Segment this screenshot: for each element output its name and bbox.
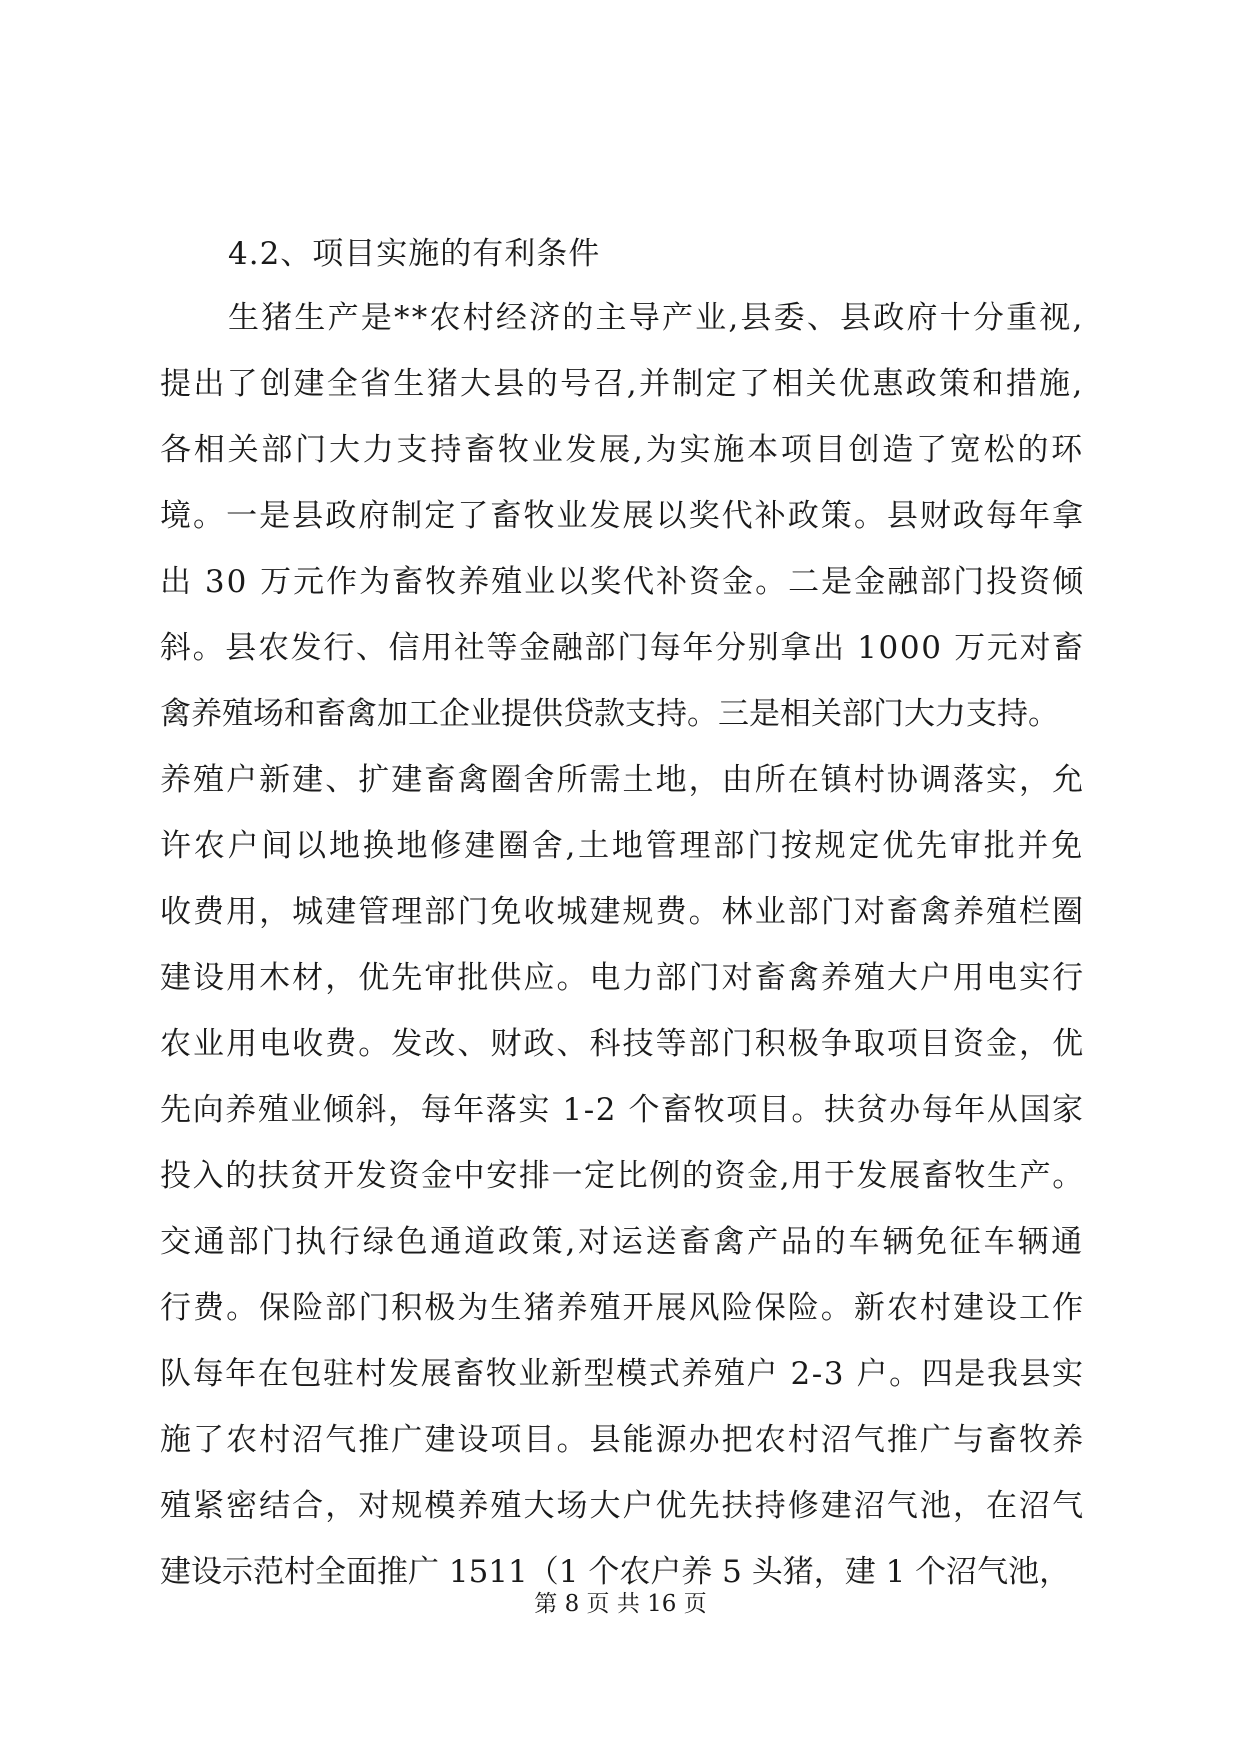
paragraph-line: 殖紧密结合，对规模养殖大场大户优先扶持修建沼气池，在沼气: [160, 1488, 1086, 1524]
paragraph-line: 养殖户新建、扩建畜禽圈舍所需土地，由所在镇村协调落实，允: [160, 762, 1086, 798]
paragraph-line: 建设示范村全面推广 1511（1 个农户养 5 头猪，建 1 个沼气池，: [160, 1554, 1071, 1590]
paragraph-line: 斜。县农发行、信用社等金融部门每年分别拿出 1000 万元对畜: [160, 630, 1085, 666]
paragraph-line: 收费用，城建管理部门免收城建规费。林业部门对畜禽养殖栏圈: [160, 894, 1086, 930]
paragraph-line: 先向养殖业倾斜，每年落实 1-2 个畜牧项目。扶贫办每年从国家: [160, 1092, 1085, 1128]
paragraph-line: 队每年在包驻村发展畜牧业新型模式养殖户 2-3 户。四是我县实: [160, 1356, 1085, 1392]
section-heading: 4.2、项目实施的有利条件: [228, 236, 601, 272]
paragraph-line: 境。一是县政府制定了畜牧业发展以奖代补政策。县财政每年拿: [160, 498, 1086, 534]
paragraph-line: 施了农村沼气推广建设项目。县能源办把农村沼气推广与畜牧养: [160, 1422, 1086, 1458]
paragraph-line: 许农户间以地换地修建圈舍,土地管理部门按规定优先审批并免: [160, 828, 1085, 864]
paragraph-line: 各相关部门大力支持畜牧业发展,为实施本项目创造了宽松的环: [160, 432, 1085, 468]
paragraph-line: 出 30 万元作为畜牧养殖业以奖代补资金。二是金融部门投资倾: [160, 564, 1086, 600]
paragraph-line: 交通部门执行绿色通道政策,对运送畜禽产品的车辆免征车辆通: [160, 1224, 1085, 1260]
paragraph-line: 行费。保险部门积极为生猪养殖开展风险保险。新农村建设工作: [160, 1290, 1086, 1326]
paragraph-line: 提出了创建全省生猪大县的号召,并制定了相关优惠政策和措施,: [160, 366, 1085, 402]
paragraph-line: 生猪生产是**农村经济的主导产业,县委、县政府十分重视,: [228, 300, 1085, 336]
paragraph-line: 投入的扶贫开发资金中安排一定比例的资金,用于发展畜牧生产。: [160, 1158, 1085, 1194]
paragraph-line: 农业用电收费。发改、财政、科技等部门积极争取项目资金，优: [160, 1026, 1086, 1062]
page-number-footer: 第 8 页 共 16 页: [534, 1591, 707, 1617]
paragraph-line: 建设用木材，优先审批供应。电力部门对畜禽养殖大户用电实行: [160, 960, 1086, 996]
paragraph-line: 禽养殖场和畜禽加工企业提供贷款支持。三是相关部门大力支持。: [160, 696, 1059, 732]
